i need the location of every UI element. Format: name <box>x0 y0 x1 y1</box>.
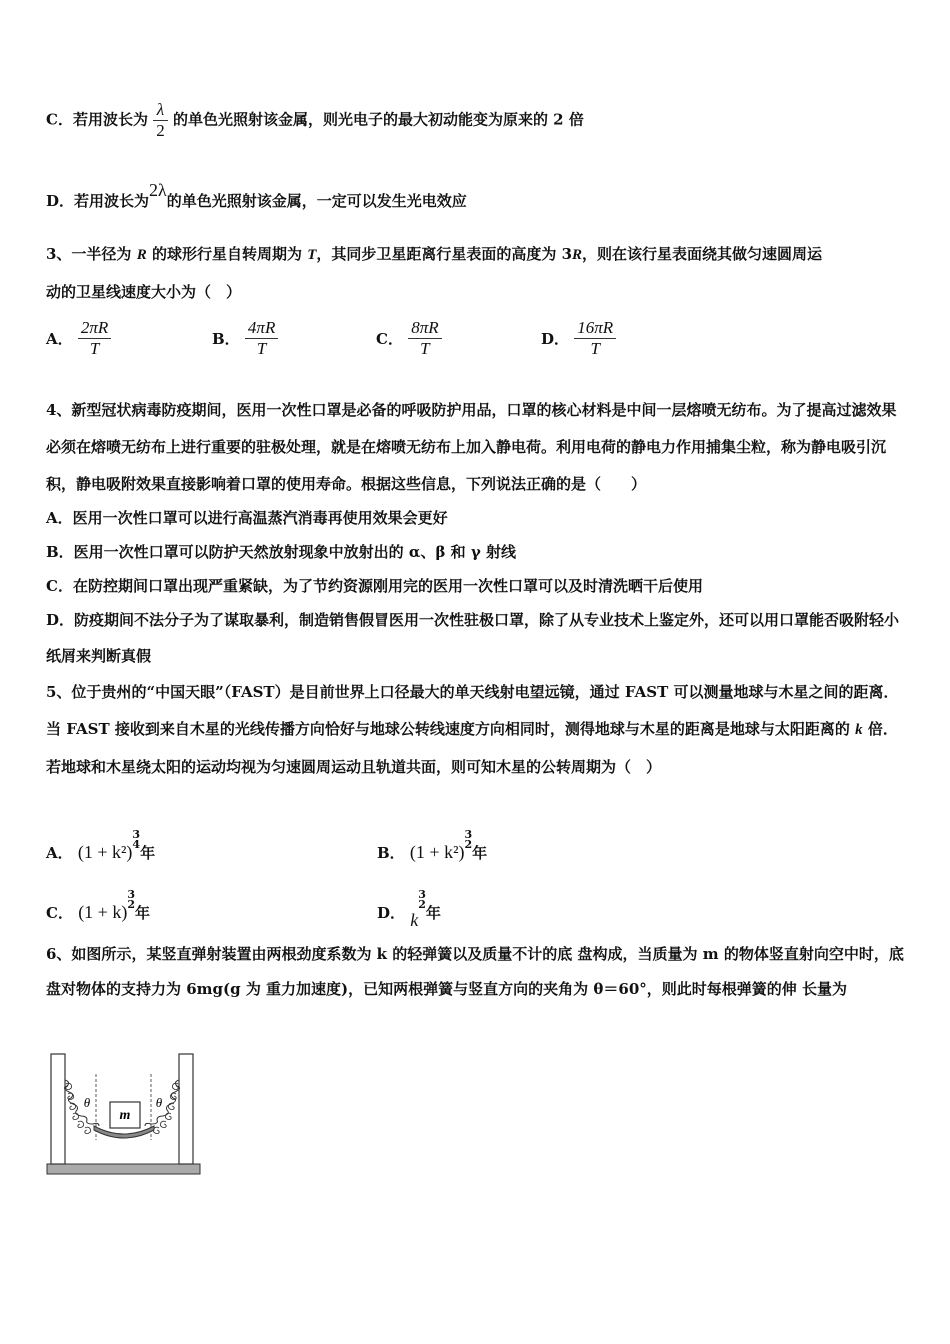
fraction <box>574 318 616 359</box>
q3-option-c <box>376 318 442 359</box>
fraction-numerator: 4πR <box>245 318 278 339</box>
var-k: k <box>855 722 863 738</box>
option-label: C． <box>376 330 403 348</box>
q4-option-b <box>46 542 516 562</box>
q5-option-a <box>46 830 155 863</box>
exponent-fraction <box>464 830 472 850</box>
q4-option-a <box>46 508 448 528</box>
option-text: C．在防控期间口罩出现严重紧缺，为了节约资源刚用完的医用一次性口罩可以及时清洗晒干后使用 <box>46 577 703 595</box>
option-label: D． <box>377 904 406 922</box>
angle-right-label: θ <box>155 1095 163 1110</box>
option-label: D． <box>541 330 570 348</box>
fraction-denominator: T <box>256 339 267 358</box>
stem-text: 6、如图所示，某竖直弹射装置由两根劲度系数为 k 的轻弹簧以及质量不计的底 盘构成，当质量为 m 的物体竖直射向空中时，底盘对物体的支持力为 6mg(g 为 重力加速度)，已知两根弹簧与竖直方向的夹角为 θ＝60°，则此时每根弹簧的伸 长量为 <box>46 945 904 998</box>
option-text: D．防疫期间不法分子为了谋取暴利，制造销售假冒医用一次性驻极口罩，除了从专业技术上鉴定外，还可以用口罩能否吸附轻小纸屑来判断真假 <box>46 611 900 665</box>
math-base: (1 + k) <box>78 902 128 922</box>
math-base: k <box>410 910 419 930</box>
stem-text: ，则在该行星表面绕其做匀速圆周运 <box>582 245 823 263</box>
exponent-numerator: 3 <box>127 888 135 901</box>
option-label: C． <box>46 904 73 922</box>
fraction-denominator: 2 <box>156 121 165 140</box>
stem-text: 的球形行星自转周期为 <box>151 245 302 263</box>
exponent-fraction <box>418 890 426 910</box>
fraction-denominator: T <box>590 339 600 358</box>
q5-option-c <box>46 890 150 923</box>
q6-stem <box>46 937 908 1007</box>
exponent-denominator: 2 <box>464 838 473 851</box>
unit-text: 年 <box>472 844 488 862</box>
exponent-numerator: 3 <box>132 828 141 841</box>
fraction-numerator: λ <box>153 100 168 121</box>
exponent-fraction <box>132 830 140 850</box>
var-r: R <box>136 247 147 263</box>
stem-text: 动的卫星线速度大小为（ ） <box>46 283 242 301</box>
q3-stem <box>46 236 908 311</box>
option-label: D． <box>46 192 75 210</box>
fraction-denominator: T <box>89 339 100 358</box>
option-label: B． <box>377 844 405 862</box>
fraction-denominator: T <box>420 339 430 358</box>
exponent-fraction <box>127 890 135 910</box>
option-label: A． <box>46 330 73 348</box>
exponent-denominator: 2 <box>127 898 135 911</box>
math-expr: 2λ <box>149 180 167 200</box>
option-text: 的单色光照射该金属，则光电子的最大初动能变为原来的 2 倍 <box>172 110 584 129</box>
q5-stem <box>46 674 908 786</box>
option-text: 若用波长为 <box>74 192 150 210</box>
angle-left-label: θ <box>83 1095 91 1110</box>
option-label: B． <box>212 330 240 348</box>
fraction <box>408 318 441 359</box>
exponent-denominator: 2 <box>418 898 426 911</box>
fraction <box>245 318 278 359</box>
stem-text: 5、位于贵州的“中国天眼”（FAST）是目前世界上口径最大的单天线射电望远镜，通过 FAST 可以测量地球与木星之间的距离．当 FAST 接收到来自木星的光线传播方向恰好与地球公转线速度方向相同时，测得地球与木星的距离是地球与太阳距离的 <box>46 683 899 738</box>
stem-text: 3、一半径为 <box>46 245 132 263</box>
q3-option-a <box>46 318 111 359</box>
unit-text: 年 <box>134 904 150 922</box>
q3-option-b <box>212 318 278 359</box>
fraction-numerator: 16πR <box>574 318 616 339</box>
q4-stem <box>46 392 908 503</box>
option-text: A．医用一次性口罩可以进行高温蒸汽消毒再使用效果会更好 <box>46 509 448 527</box>
right-wall <box>179 1054 193 1164</box>
var-r: R <box>572 247 583 263</box>
option-text: 若用波长为 <box>72 110 148 129</box>
stem-text: 倍．若地球和木星绕太阳的运动均视为匀速圆周运动且轨道共面，则可知木星的公转周期为（ ） <box>46 720 898 776</box>
right-spring <box>145 1080 180 1126</box>
base-plate <box>47 1164 200 1174</box>
option-text: 的单色光照射该金属，一定可以发生光电效应 <box>166 192 467 210</box>
exponent-numerator: 3 <box>418 888 426 901</box>
fraction <box>153 100 168 141</box>
exponent-denominator: 4 <box>132 838 141 851</box>
stem-text: 4、新型冠状病毒防疫期间，医用一次性口罩是必备的呼吸防护用品，口罩的核心材料是中间一层熔喷无纺布。为了提高过滤效果必须在熔喷无纺布上进行重要的驻极处理，就是在熔喷无纺布上加入静电荷。利用电荷的静电力作用捕集尘粒，称为静电吸引沉积，静电吸附效果直接影响着口罩的使用寿命。根据这些信息，下列说法正确的是（ ） <box>46 401 897 493</box>
unit-text: 年 <box>140 844 156 862</box>
fraction <box>78 318 111 359</box>
math-base: (1 + k²) <box>77 842 133 862</box>
stem-text: ，其同步卫星距离行星表面的高度为 3 <box>316 245 573 263</box>
option-label: A． <box>46 844 73 862</box>
q5-option-b <box>377 830 487 863</box>
q4-option-c <box>46 576 703 596</box>
q5-option-d <box>377 888 441 930</box>
mass-label: m <box>119 1108 131 1123</box>
q2-option-d <box>46 180 467 211</box>
option-label: C． <box>46 110 73 129</box>
left-spring <box>64 1080 99 1126</box>
fraction-numerator: 8πR <box>408 318 441 339</box>
left-wall <box>51 1054 65 1164</box>
q3-option-d <box>541 318 616 359</box>
q2-option-c <box>46 100 584 141</box>
exponent-numerator: 3 <box>464 828 473 841</box>
q4-option-d <box>46 602 908 674</box>
math-base: (1 + k²) <box>409 842 465 862</box>
fraction-numerator: 2πR <box>78 318 111 339</box>
option-text: B．医用一次性口罩可以防护天然放射现象中放射出的 α、β 和 γ 射线 <box>46 543 516 561</box>
var-t: T <box>307 247 317 263</box>
unit-text: 年 <box>425 904 441 922</box>
spring-launcher-figure <box>46 1050 206 1180</box>
